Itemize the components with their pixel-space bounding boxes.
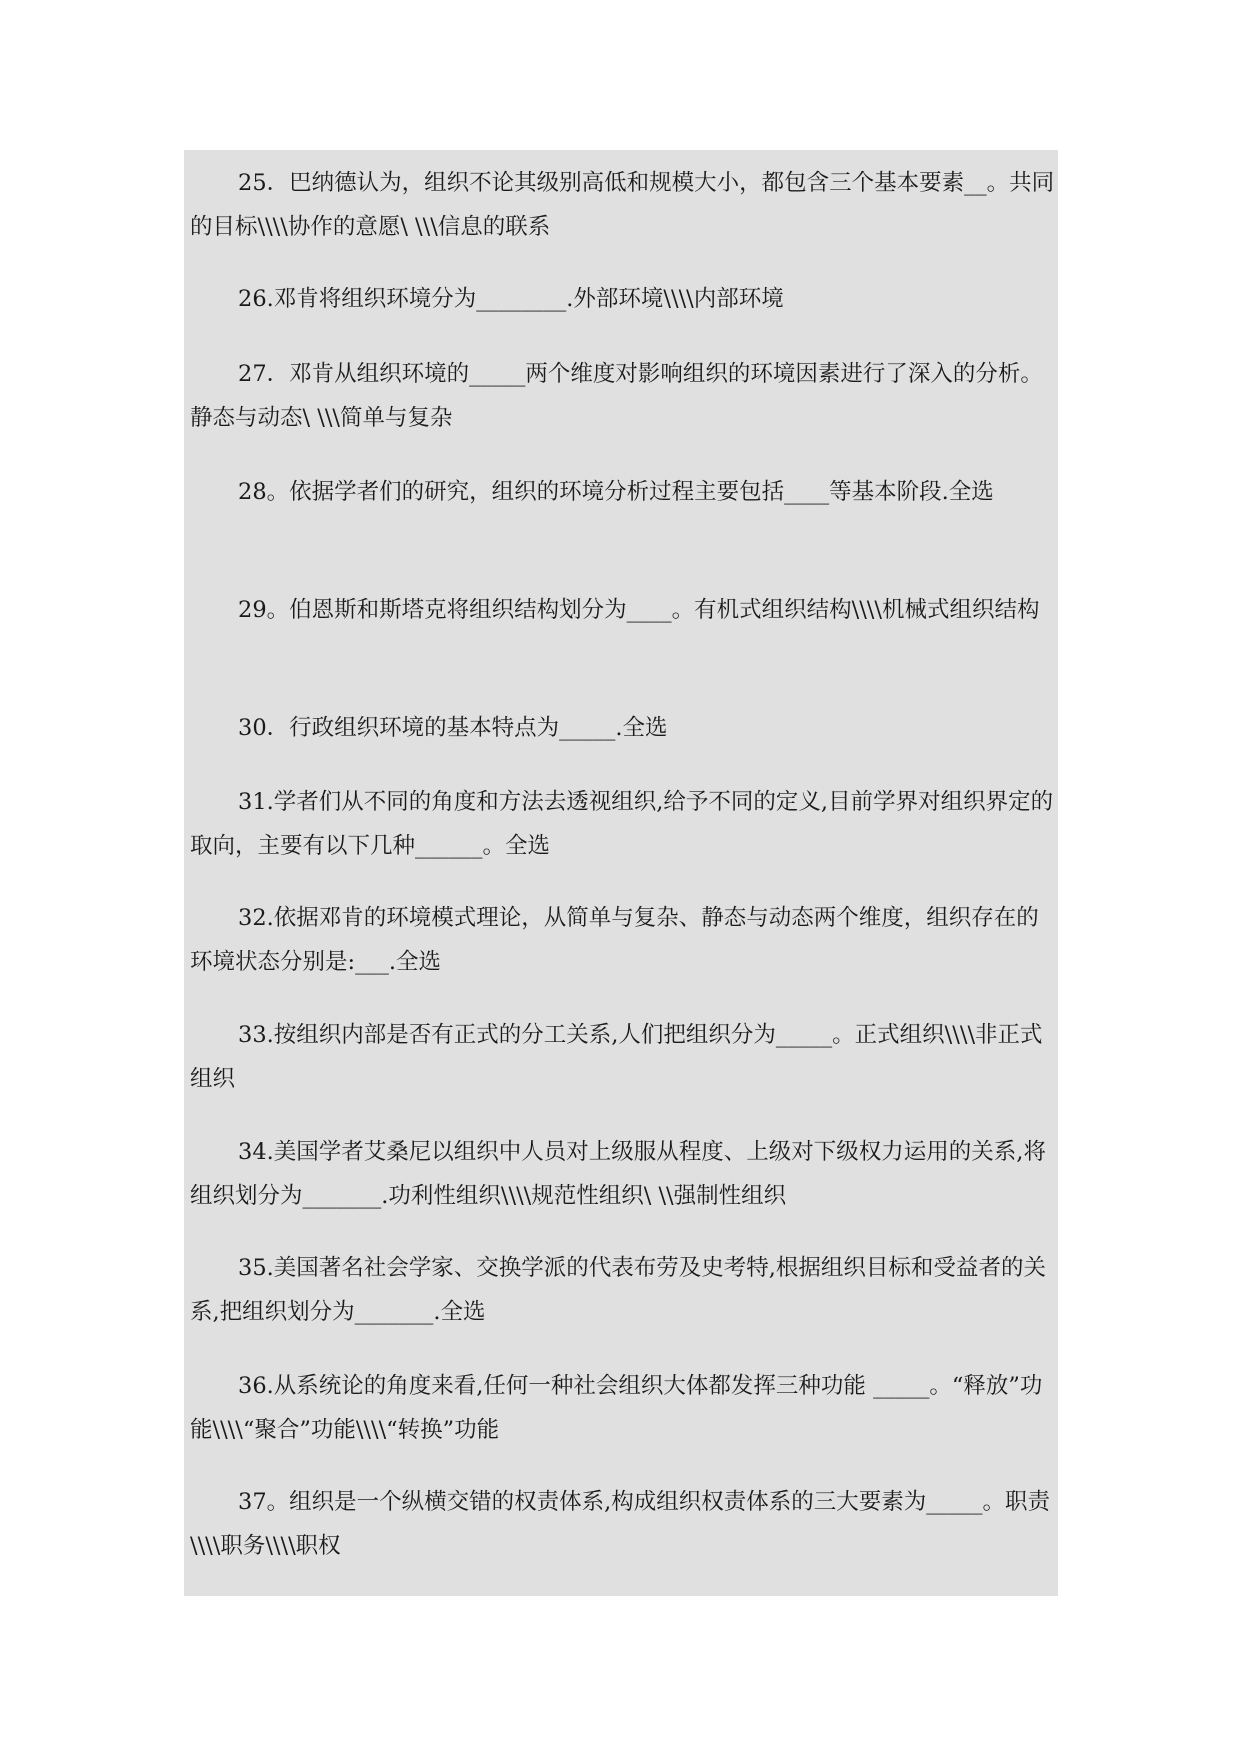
question-33: [190, 1013, 1058, 1101]
question-32: [190, 896, 1058, 984]
question-37: [190, 1480, 1058, 1568]
question-36: [190, 1364, 1058, 1452]
question-text: 31.学者们从不同的角度和方法去透视组织,给予不同的定义,目前学界对组: [238, 789, 964, 815]
question-text: 29。伯恩斯和斯塔克将组织结构划分为____。有机式组织结构\\\\机械式: [238, 597, 950, 623]
question-text: 34.美国学者艾桑尼以组织中人员对上级服从程度、上级对下级权力运用的: [238, 1139, 972, 1165]
question-text-cont: “释放”功能\\\\“聚合”功能\\\\“转换”功能: [190, 1373, 1043, 1443]
question-text: 33.按组织内部是否有正式的分工关系,人们把组织分为_____。正式组织\\\: [238, 1022, 968, 1048]
question-text: 37。组织是一个纵横交错的权责体系,构成组织权责体系的三大要素为_____。: [238, 1489, 1006, 1515]
question-28: [190, 470, 1058, 514]
question-34: [190, 1130, 1058, 1218]
question-text-cont: 存在的环境状态分别是:___.全选: [190, 905, 1039, 975]
question-26: [190, 277, 1058, 321]
question-text: 25．巴纳德认为，组织不论其级别高低和规模大小，都包含三个基本要素_: [238, 170, 976, 196]
question-35: [190, 1246, 1058, 1334]
question-text-cont: \非正式组织: [190, 1022, 1043, 1092]
question-text-cont: 关系,将组织划分为_______.功利性组织\\\\规范性组织\ \\强制性组织: [190, 1139, 1046, 1209]
question-29: [190, 588, 1058, 632]
question-text: 27．邓肯从组织环境的_____两个维度对影响组织的环境因素进行了深入的: [238, 361, 976, 387]
question-text-cont: 分析。静态与动态\ \\\简单与复杂: [190, 361, 1043, 431]
question-text: 36.从系统论的角度来看,任何一种社会组织大体都发挥三种功能 _____。: [238, 1373, 952, 1399]
question-text-cont: 组织结构: [949, 597, 1040, 623]
question-30: [190, 706, 1058, 750]
question-text-cont: 职责\\\\职务\\\\职权: [190, 1489, 1051, 1559]
question-text: 30．行政组织环境的基本特点为_____.全选: [238, 715, 668, 741]
question-31: [190, 780, 1058, 868]
question-27: [190, 352, 1058, 440]
question-text-cont: 选: [971, 479, 994, 505]
question-text-cont: 者的关系,把组织划分为_______.全选: [190, 1255, 1046, 1325]
question-text-cont: _。共同的目标\\\\协作的意愿\ \\\信息的联系: [190, 170, 1055, 240]
question-text: 35.美国著名社会学家、交换学派的代表布劳及史考特,根据组织目标和受益: [238, 1255, 979, 1281]
question-25: [190, 161, 1058, 249]
question-text: 32.依据邓肯的环境模式理论，从简单与复杂、静态与动态两个维度，组织: [238, 905, 972, 931]
question-text: 28。依据学者们的研究，组织的环境分析过程主要包括____等基本阶段.全: [238, 479, 972, 505]
question-text: 26.邓肯将组织环境分为________.外部环境\\\\内部环境: [238, 286, 784, 312]
question-text-cont: 织界定的取向，主要有以下几种______。全选: [190, 789, 1054, 859]
